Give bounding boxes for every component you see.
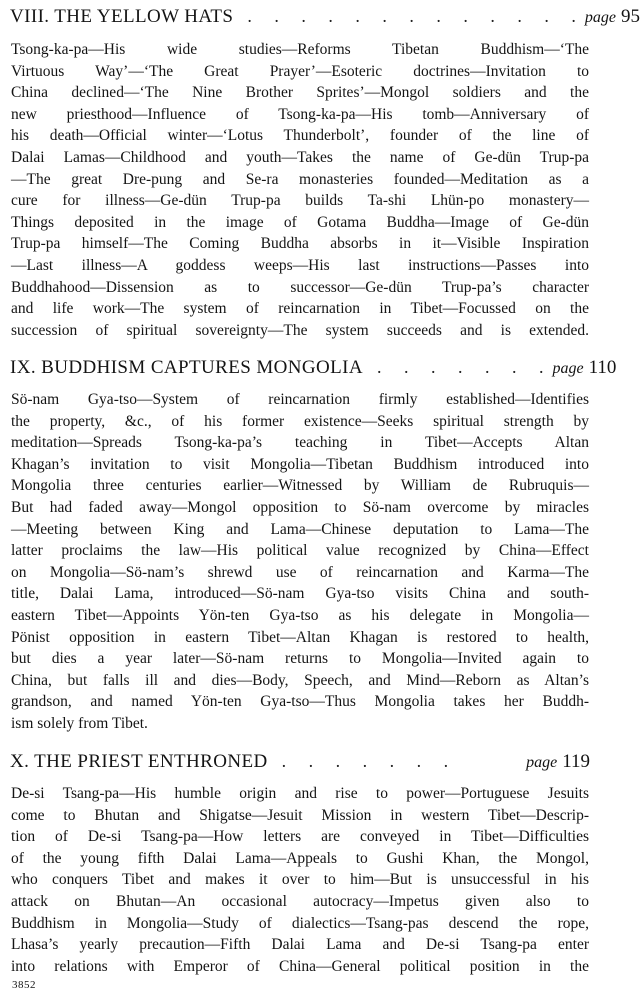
summary-line: come to Bhutan and Shigatse—Jesuit Mission in western Tibet—Descrip- [11,806,589,824]
summary-line: ism solely from Tibet. [11,714,148,732]
page-reference [526,751,590,773]
summary-line: —Last illness—A goddess weeps—His last instructions—Passes into [11,256,589,274]
summary-line: of the young fifth Dalai Lama—Appeals to Gushi Khan, the Mongol, [11,849,589,867]
chapter-title: VIII. THE YELLOW HATS [10,6,234,27]
summary-line: Trup-pa himself—The Coming Buddha absorbs in it—Visible Inspiration [11,235,589,253]
chapter-heading [10,357,617,387]
summary-line: cure for illness—Ge-dün Trup-pa builds Ta-shi Lhün-po monastery— [11,192,589,210]
summary-line: but dies a year later—Sö-nam returns to Mongolia—Invited again to [11,650,589,668]
summary-line: new priesthood—Influence of Tsong-ka-pa—His tomb—Anniversary of [11,105,589,123]
summary-line: tion of De-si Tsang-pa—How letters are conveyed in Tibet—Difficulties [11,828,589,846]
chapter-summary [11,783,589,977]
page-reference [552,357,616,379]
summary-line: his death—Official winter—‘Lotus Thunderbolt’, founder of the line of [11,127,589,145]
summary-line: the property, &c., of his former existence—Seeks spiritual strength by [11,412,589,430]
page-number: 119 [562,751,590,772]
summary-line: meditation—Spreads Tsong-ka-pa’s teaching in Tibet—Accepts Altan [11,434,589,452]
summary-line: and life work—The system of reincarnation in Tibet—Focussed on the [11,300,589,318]
summary-line: Buddhism in Mongolia—Study of dialectics—Tsang-pas descend the rope, [11,914,589,932]
signature-code: 3852 [12,979,36,991]
summary-line: China, but falls ill and dies—Body, Speech, and Mind—Reborn as Altan’s [11,671,589,689]
summary-line: —Meeting between King and Lama—Chinese deputation to Lama—The [11,520,589,538]
summary-line: grandson, and named Yön-ten Gya-tso—Thus Mongolia takes her Buddh- [11,693,589,711]
summary-line: Pönist opposition in eastern Tibet—Altan Khagan is restored to health, [11,628,589,646]
dot-leader: . . . . . . . . . . . . . [247,6,585,26]
dot-leader: . . . . . . . [281,751,458,771]
summary-line: Khagan’s invitation to visit Mongolia—Tibetan Buddhism introduced into [11,455,589,473]
page-word: page [584,9,616,26]
summary-line: Sö-nam Gya-tso—System of reincarnation firmly established—Identifies [11,391,589,408]
page-number: 95 [620,6,640,27]
chapter-heading [10,751,590,781]
summary-line: Mongolia three centuries earlier—Witnessed by William de Rubruquis— [11,477,589,495]
chapter-title: IX. BUDDHISM CAPTURES MONGOLIA [10,357,363,378]
summary-line: Things deposited in the image of Gotama Buddha—Image of Ge-dün [11,213,589,231]
summary-line: Buddhahood—Dissension as to successor—Ge-dün Trup-pa’s character [11,278,589,296]
summary-line: who conquers Tibet and makes it over to him—But is unsuccessful in his [11,871,589,889]
dot-leader: . . . . . . . [376,357,553,377]
summary-line: succession of spiritual sovereignty—The system succeeds and is extended. [11,321,589,339]
summary-line: attack on Bhutan—An occasional autocracy—Impetus given also to [11,892,589,910]
summary-line: on Mongolia—Sö-nam’s shrewd use of reincarnation and Karma—The [11,563,589,581]
summary-line: Dalai Lamas—Childhood and youth—Takes the name of Ge-dün Trup-pa [11,148,589,166]
page-reference [585,6,640,28]
summary-line: title, Dalai Lama, introduced—Sö-nam Gya-tso visits China and south- [11,585,589,603]
summary-line: latter proclaims the law—His political value recognized by China—Effect [11,542,589,560]
chapter-title: X. THE PRIEST ENTHRONED [10,751,268,772]
page-word: page [526,754,558,771]
summary-line: De-si Tsang-pa—His humble origin and rise to power—Portuguese Jesuits [11,785,589,802]
summary-line: Lhasa’s yearly precaution—Fifth Dalai Lama and De-si Tsang-pa enter [11,936,589,954]
summary-line: China declined—‘The Nine Brother Sprites’—Mongol soldiers and the [11,84,589,102]
summary-line: Tsong-ka-pa—His wide studies—Reforms Tibetan Buddhism—‘The [11,41,589,58]
summary-line: Virtuous Way’—‘The Great Prayer’—Esoteric doctrines—Invitation to [11,62,589,80]
summary-line: eastern Tibet—Appoints Yön-ten Gya-tso as his delegate in Mongolia— [11,606,589,624]
chapter-heading [10,6,640,36]
page-number: 110 [588,357,617,378]
summary-line: —The great Dre-pung and Se-ra monasteries founded—Meditation as a [11,170,589,188]
summary-line: into relations with Emperor of China—General political position in the [11,957,589,975]
page-word: page [552,360,584,377]
chapter-summary [11,39,589,341]
summary-line: But had faded away—Mongol opposition to Sö-nam overcome by miracles [11,498,589,516]
chapter-summary [11,389,589,735]
